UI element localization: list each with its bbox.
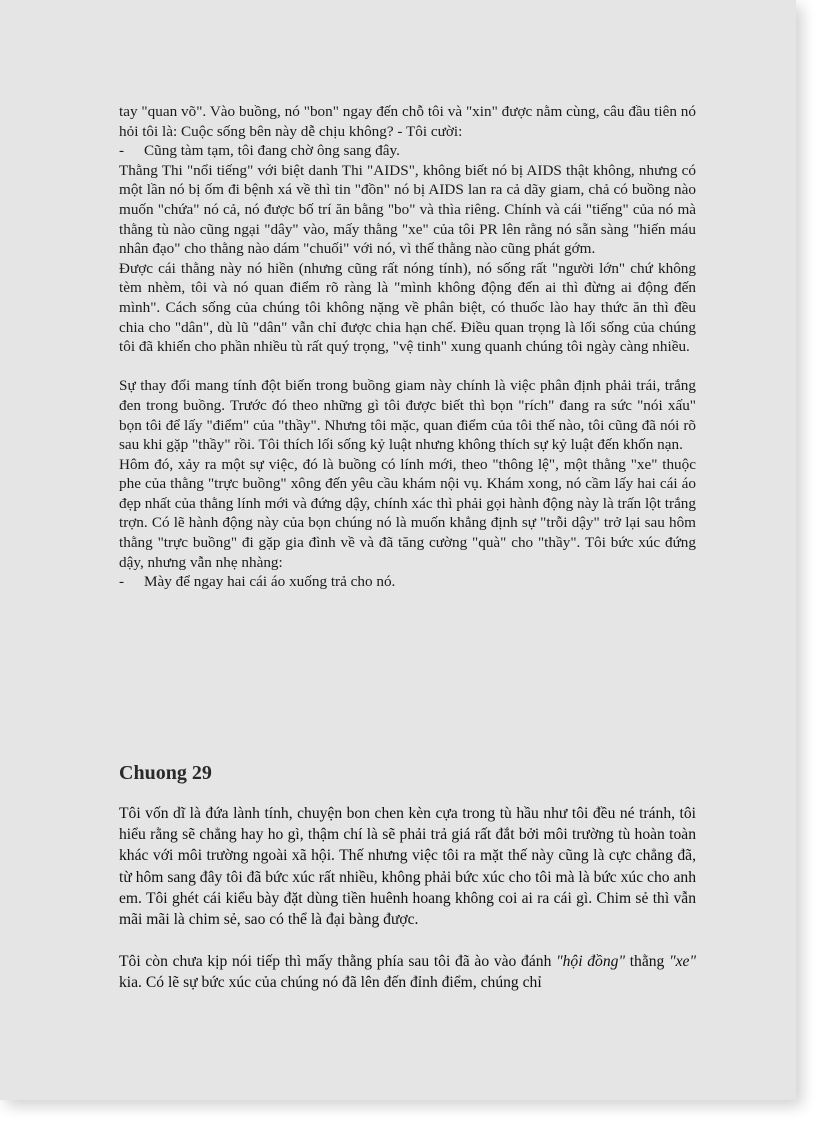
paragraph: Hôm đó, xảy ra một sự việc, đó là buồng có lính mới, theo "thông lệ", một thằng "xe" thuộc phe của thằng "trực buồng" xông đến yêu cầu khám nội vụ. Khám xong, nó cầm lấy hai cái áo đẹp nhất của thằng lính mới và đứng dậy, chính xác thì phải gọi hành động này là trấn lột trắng trợn. Có lẽ hành động này của bọn chúng nó là muốn khẳng định sự "trỗi dậy" trở lại sau hôm thằng "trực buồng" đi gặp gia đình về và đã tăng cường "quà" cho "thầy". Tôi bức xúc đứng dậy, nhưng vẫn nhẹ nhàng: — [119, 455, 696, 571]
dialogue-text: Cũng tàm tạm, tôi đang chờ ông sang đây. — [144, 142, 400, 160]
paragraph: tay "quan võ". Vào buồng, nó "bon" ngay đến chỗ tôi và "xin" được nằm cùng, câu đầu tiên nó hỏi tôi là: Cuộc sống bên này dễ chịu không? - Tôi cười: — [119, 103, 696, 140]
body-text-bottom — [119, 803, 696, 1015]
dialogue-line — [119, 141, 696, 161]
dialogue-line — [119, 572, 696, 592]
chapter-heading: Chuong 29 — [119, 762, 212, 784]
text-run: kia. Có lẽ sự bức xúc của chúng nó đã lên đến đỉnh điểm, chúng chỉ — [119, 974, 542, 992]
paragraph: Sự thay đổi mang tính đột biến trong buồng giam này chính là việc phân định phải trái, trắng đen trong buồng. Trước đó theo những gì tôi được biết thì bọn "rích" đang ra sức "nói xấu" bọn tôi để lấy "điểm" của "thầy". Nhưng tôi mặc, quan điểm của tôi thế nào, tôi cũng đã nói rõ sau khi gặp "thầy" rồi. Tôi thích lối sống kỷ luật nhưng không thích sự kỷ luật đến khốn nạn. — [119, 377, 696, 454]
paragraph: Được cái thằng này nó hiền (nhưng cũng rất nóng tính), nó sống rất "người lớn" chứ không tèm nhèm, tôi và nó quan điểm rõ ràng là "mình không động đến ai thì đừng ai động đến mình". Cách sống của chúng tôi không nặng về phân biệt, có thuốc lào hay thức ăn thì đều chia cho "dân", dù lũ "dân" vẫn chỉ được chia hạn chế. Điều quan trọng là lối sống của chúng tôi đã khiến cho phần nhiều tù rất quý trọng, "vệ tinh" xung quanh chúng tôi ngày càng nhiều. — [119, 259, 696, 356]
dash-marker: - — [119, 142, 125, 160]
text-run: thằng — [625, 953, 670, 971]
text-run: Tôi còn chưa kịp nói tiếp thì mấy thằng phía sau tôi đã ào vào đánh — [119, 953, 557, 971]
paragraph-last — [119, 951, 696, 993]
body-text-top — [119, 102, 696, 592]
paragraph: Thằng Thi "nổi tiếng" với biệt danh Thi "AIDS", không biết nó bị AIDS thật không, nhưng có một lần nó bị ốm đi bệnh xá về thì tin "đồn" nó bị AIDS lan ra cả dãy giam, chả có buồng nào muốn "chứa" nó cả, nó được bố trí ăn bằng "bo" và thìa riêng. Chính và cái "tiếng" của nó mà thằng tù nào cũng ngại "dây" vào, mấy thằng "xe" của tôi PR lên rằng nó sẵn sàng "hiến máu nhân đạo" cho thằng nào dám "chuối" với nó, vì thế thằng nào cũng phát gớm. — [119, 161, 696, 258]
paragraph: Tôi vốn dĩ là đứa lành tính, chuyện bon chen kèn cựa trong tù hầu như tôi đều né tránh, tôi hiểu rằng sẽ chẳng hay ho gì, thậm chí là sẽ phải trả giá rất đắt bởi môi trường tù hoàn toàn khác với môi trường ngoài xã hội. Thế nhưng việc tôi ra mặt thế này cũng là cực chẳng đã, từ hôm sang đây tôi đã bức xúc rất nhiều, không phải bức xúc cho tôi mà là bức xúc cho anh em. Tôi ghét cái kiểu bày đặt dùng tiền huênh hoang không coi ai ra cái gì. Chim sẻ thì vẫn mãi mãi là chim sẻ, sao có thể là đại bàng được. — [119, 805, 696, 929]
italic-run: "xe" — [669, 953, 697, 971]
dash-marker: - — [119, 573, 125, 591]
paragraph-gap — [119, 357, 696, 377]
dialogue-text: Mày để ngay hai cái áo xuống trả cho nó. — [144, 573, 396, 591]
italic-run: "hội đồng" — [556, 953, 625, 971]
